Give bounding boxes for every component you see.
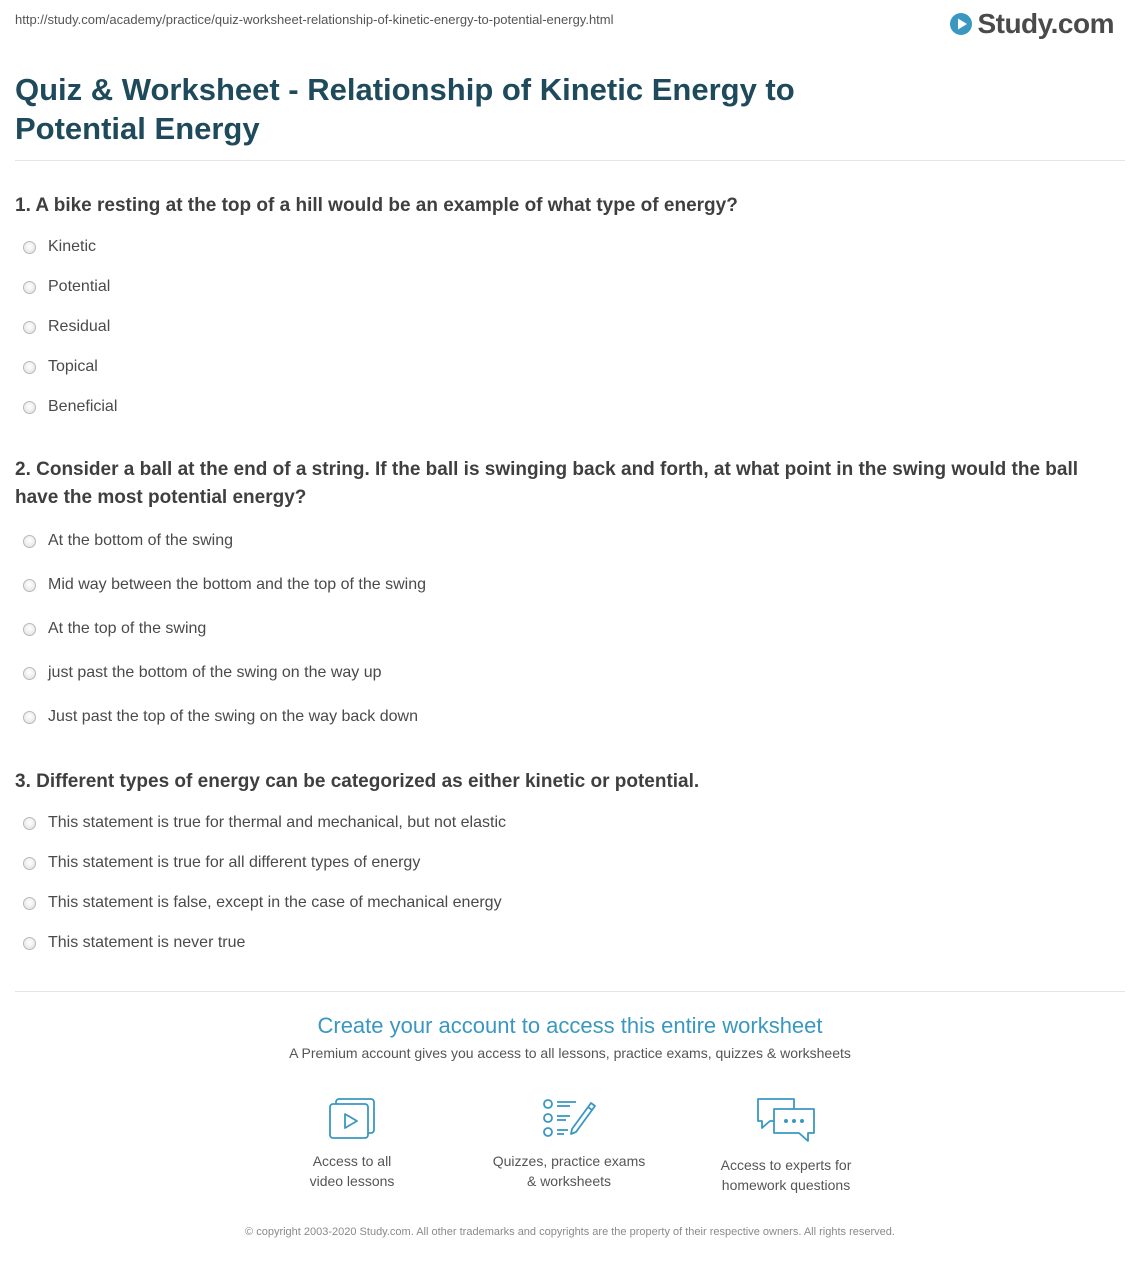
- chat-experts-icon: [754, 1095, 818, 1145]
- logo-text: Study.com: [977, 8, 1114, 39]
- answer-option[interactable]: [23, 532, 233, 550]
- radio-button[interactable]: [23, 817, 36, 830]
- question-2: 2. Consider a ball at the end of a string. If the ball is swinging back and forth, at what point in the swing would the ball have the most potential energy?: [15, 459, 1079, 508]
- answer-label: Kinetic: [48, 238, 97, 255]
- answer-label: Residual: [48, 318, 111, 335]
- feature-label: Access to all video lessons: [309, 1153, 395, 1189]
- answer-option[interactable]: [23, 358, 98, 376]
- answer-option[interactable]: [23, 664, 382, 682]
- radio-button[interactable]: [23, 857, 36, 870]
- radio-button[interactable]: [23, 667, 36, 680]
- answer-label: This statement is true for all different types of energy: [48, 854, 421, 871]
- question-1: 1. A bike resting at the top of a hill would be an example of what type of energy?: [15, 195, 738, 216]
- answer-option[interactable]: [23, 620, 206, 638]
- footer: [0, 1224, 1140, 1241]
- page-title: Quiz & Worksheet - Relationship of Kinetic Energy to Potential Energy: [15, 72, 795, 146]
- answer-option[interactable]: [23, 278, 110, 296]
- question-3: 3. Different types of energy can be categorized as either kinetic or potential.: [15, 771, 700, 792]
- answer-label: This statement is never true: [48, 934, 246, 951]
- radio-button[interactable]: [23, 579, 36, 592]
- divider: [15, 160, 1125, 161]
- radio-button[interactable]: [23, 361, 36, 374]
- video-lessons-icon: [326, 1095, 378, 1141]
- radio-button[interactable]: [23, 401, 36, 414]
- answer-option[interactable]: [23, 934, 245, 952]
- answer-option[interactable]: [23, 708, 418, 726]
- answer-label: At the bottom of the swing: [48, 532, 233, 549]
- answer-option[interactable]: [23, 398, 117, 416]
- feature-video-lessons: [242, 1095, 462, 1191]
- answer-option[interactable]: [23, 238, 96, 256]
- cta-subtitle: A Premium account gives you access to all lessons, practice exams, quizzes & worksheets: [289, 1045, 851, 1061]
- answer-label: Beneficial: [48, 398, 118, 415]
- answer-label: Potential: [48, 278, 111, 295]
- radio-button[interactable]: [23, 281, 36, 294]
- study-logo[interactable]: [949, 8, 1114, 40]
- answer-label: Just past the top of the swing on the way back down: [48, 708, 418, 725]
- feature-label: Quizzes, practice exams & worksheets: [492, 1153, 646, 1189]
- play-circle-icon: [949, 12, 973, 36]
- answer-label: At the top of the swing: [48, 620, 207, 637]
- feature-experts: [676, 1095, 896, 1195]
- radio-button[interactable]: [23, 623, 36, 636]
- radio-button[interactable]: [23, 535, 36, 548]
- feature-quizzes: [459, 1095, 679, 1191]
- answer-label: Topical: [48, 358, 98, 375]
- answer-option[interactable]: [23, 576, 426, 594]
- radio-button[interactable]: [23, 241, 36, 254]
- answer-option[interactable]: [23, 814, 506, 832]
- divider: [15, 991, 1125, 992]
- answer-option[interactable]: [23, 318, 110, 336]
- page-url: http://study.com/academy/practice/quiz-worksheet-relationship-of-kinetic-energy-to-potential-energy.html: [15, 12, 614, 27]
- answer-label: This statement is false, except in the case of mechanical energy: [48, 894, 502, 911]
- radio-button[interactable]: [23, 321, 36, 334]
- quiz-checklist-icon: [540, 1095, 598, 1141]
- radio-button[interactable]: [23, 937, 36, 950]
- answer-option[interactable]: [23, 854, 420, 872]
- cta-title[interactable]: Create your account to access this entire worksheet: [317, 1013, 823, 1038]
- answer-option[interactable]: [23, 894, 502, 912]
- answer-label: just past the bottom of the swing on the way up: [48, 664, 382, 681]
- copyright-text: © copyright 2003-2020 Study.com. All other trademarks and copyrights are the property of their respective owners. All rights reserved.: [245, 1226, 895, 1238]
- feature-label: Access to experts for homework questions: [720, 1157, 852, 1193]
- radio-button[interactable]: [23, 897, 36, 910]
- answer-label: Mid way between the bottom and the top of the swing: [48, 576, 427, 593]
- radio-button[interactable]: [23, 711, 36, 724]
- answer-label: This statement is true for thermal and mechanical, but not elastic: [48, 814, 506, 831]
